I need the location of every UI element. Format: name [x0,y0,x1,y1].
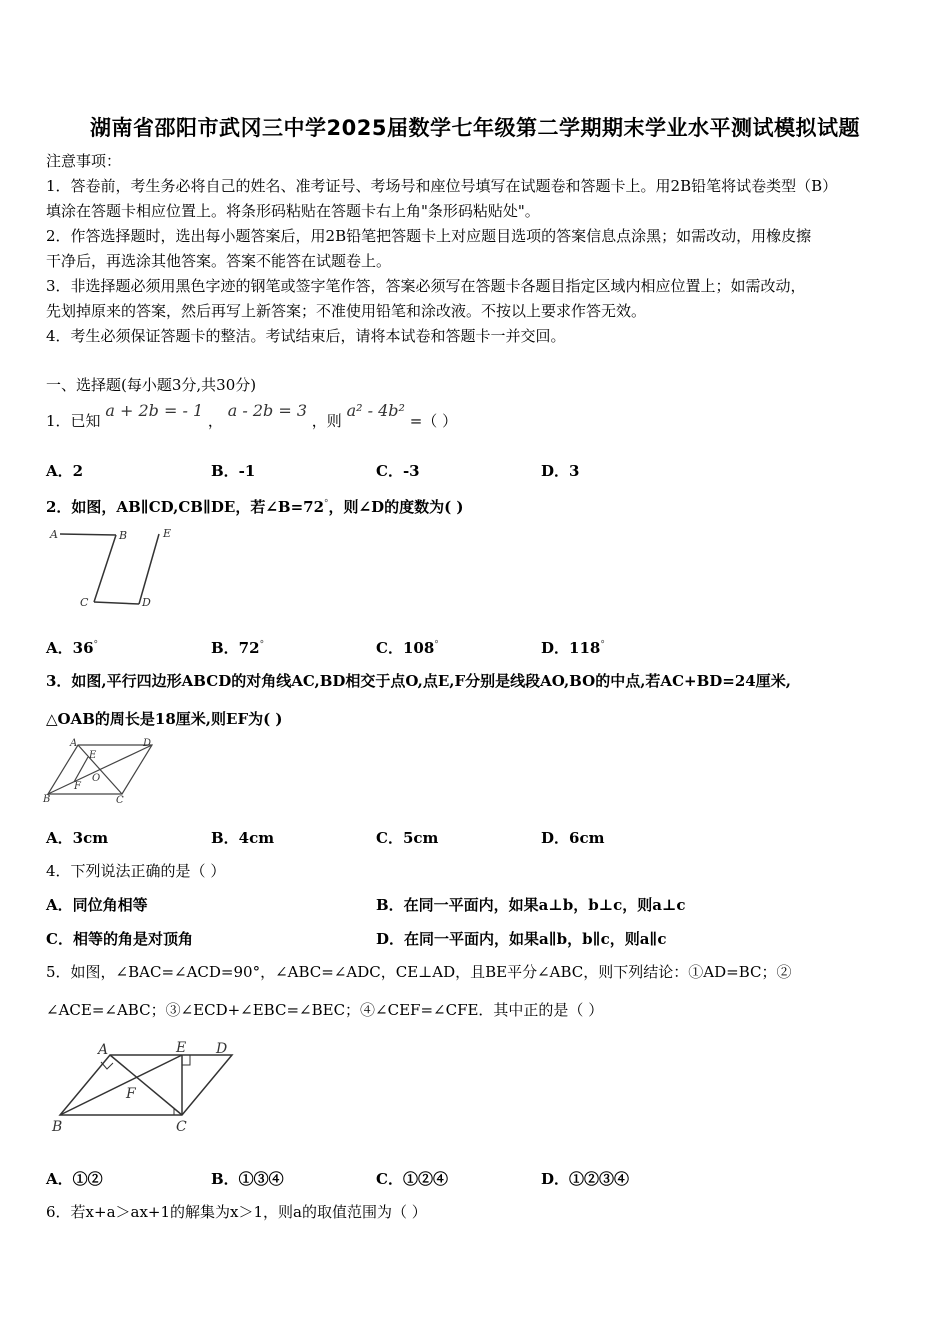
note-line: 先划掉原来的答案，然后再写上新答案；不准使用铅笔和涂改液。不按以上要求作答无效。 [46,302,647,320]
q5-option-a: A．①② [46,1170,103,1188]
q3-label-b: B [43,794,51,805]
question-6: 6．若x+a＞ax+1的解集为x＞1，则a的取值范围为（ ） [46,1203,427,1221]
q5-label-e: E [176,1040,187,1056]
q2-label-a: A [50,528,58,541]
question-1 [46,401,908,432]
q5-option-d: D．①②③④ [541,1170,630,1188]
q1-option-d: D．3 [541,462,580,480]
q5-label-a: A [98,1042,109,1058]
q5-option-c: C．①②④ [376,1170,448,1188]
q3-figure [40,736,165,808]
q3-label-a: A [70,738,78,749]
q4-option-d: D．在同一平面内，如果a∥b，b∥c，则a∥c [376,930,667,948]
q5-label-f: F [126,1086,136,1102]
note-line: 1．答卷前，考生务必将自己的姓名、准考证号、考场号和座位号填写在试题卷和答题卡上。用2B铅笔将试卷类型（B） [46,177,838,195]
q1-option-a: A．2 [46,462,84,480]
note-line: 干净后，再选涂其他答案。答案不能答在试题卷上。 [46,252,392,270]
q4-option-a: A．同位角相等 [46,896,148,914]
question-3-line-1: 3．如图,平行四边形ABCD的对角线AC,BD相交于点O,点E,F分别是线段AO,BO的中点,若AC+BD=24厘米, [46,672,791,690]
q2-option-a: A．36° [46,639,99,657]
q2-label-b: B [119,529,128,542]
q1-expr3: a² - 4b² [346,401,405,420]
q3-label-f: F [74,781,81,792]
q2-text: 2．如图，AB∥CD,CB∥DE，若∠B=72 [46,498,325,516]
note-line: 4．考生必须保证答题卡的整洁。考试结束后，请将本试卷和答题卡一并交回。 [46,327,566,345]
q3-label-c: C [116,795,124,806]
question-4: 4．下列说法正确的是（ ） [46,862,226,880]
q2-label-e: E [163,527,172,540]
note-line: 2．作答选择题时，选出每小题答案后，用2B铅笔把答题卡上对应题目选项的答案信息点涂黑；如需改动，用橡皮擦 [46,227,812,245]
q1-expr1: a + 2b = - 1 [105,401,204,420]
q1-option-b: B．-1 [211,462,256,480]
q3-label-d: D [143,738,152,749]
q4-option-b: B．在同一平面内，如果a⊥b，b⊥c，则a⊥c [376,896,686,914]
question-5-line-2: ∠ACE=∠ABC；③∠ECD+∠EBC=∠BEC；④∠CEF=∠CFE．其中正的是（ ） [46,1001,604,1019]
q2-label-c: C [80,596,89,609]
q5-label-d: D [216,1041,228,1057]
q1-sep1: ， [207,412,223,430]
q3-option-a: A．3cm [46,829,109,847]
q2-degree: ° [324,499,329,509]
q2-figure [46,524,186,614]
q5-figure [46,1035,246,1140]
note-line: 填涂在答题卡相应位置上。将条形码粘贴在答题卡右上角"条形码粘贴处"。 [46,202,540,220]
q3-label-e: E [89,750,97,761]
question-2 [46,493,908,518]
question-3-line-2: △OAB的周长是18厘米,则EF为( ) [46,710,283,728]
note-line: 3．非选择题必须用黑色字迹的钢笔或签字笔作答，答案必须写在答题卡各题目指定区域内相应位置上；如需改动， [46,277,806,295]
q1-prefix: 1．已知 [46,412,101,430]
q2-option-b: B．72° [211,639,265,657]
q2-option-c: C．108° [376,639,439,657]
q5-option-b: B．①③④ [211,1170,284,1188]
section-heading: 一、选择题(每小题3分,共30分) [46,376,257,394]
q3-option-b: B．4cm [211,829,275,847]
q1-expr2: a - 2b = 3 [227,401,307,420]
q2-option-d: D．118° [541,639,605,657]
q5-label-c: C [176,1119,187,1135]
notes-heading: 注意事项： [46,152,122,170]
question-5-line-1: 5．如图，∠BAC=∠ACD=90°，∠ABC=∠ADC，CE⊥AD，且BE平分∠ABC，则下列结论：①AD=BC；② [46,963,792,981]
page-title: 湖南省邵阳市武冈三中学2025届数学七年级第二学期期末学业水平测试模拟试题 [90,116,860,140]
q1-option-c: C．-3 [376,462,420,480]
q2-text2: ，则∠D的度数为( ) [328,498,464,516]
q2-label-d: D [142,596,151,609]
q4-option-c: C．相等的角是对顶角 [46,930,193,948]
q5-label-b: B [52,1119,63,1135]
q3-option-c: C．5cm [376,829,439,847]
q1-suffix: =（ ） [409,412,458,430]
q1-sep2: ，则 [311,412,342,430]
q3-option-d: D．6cm [541,829,605,847]
q3-label-o: O [92,773,101,784]
